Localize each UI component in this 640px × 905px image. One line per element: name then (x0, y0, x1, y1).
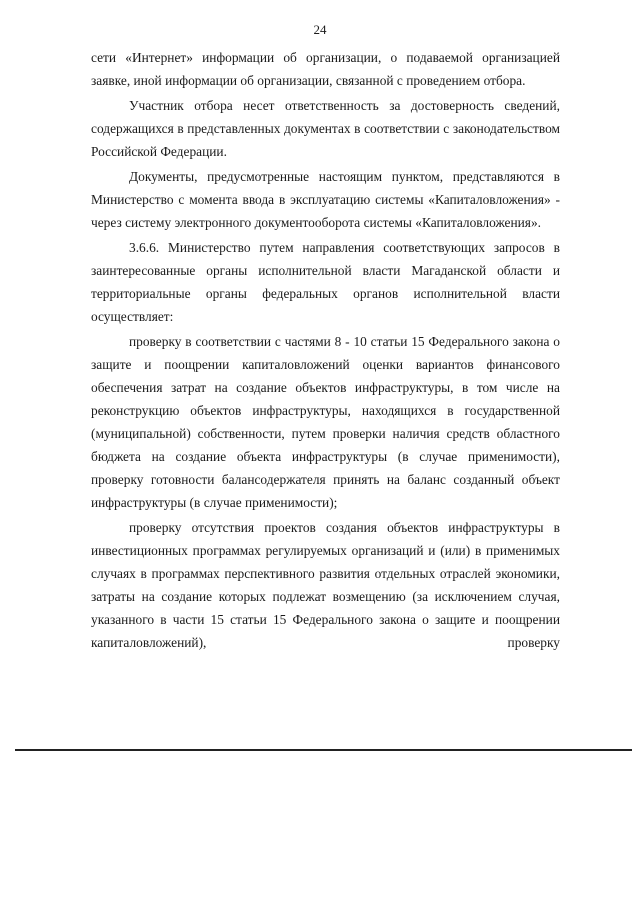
paragraph-responsibility: Участник отбора несет ответственность за достоверность сведений, содержащихся в представленных документах в соответствии с законодательством Российской Федерации. (91, 98, 560, 159)
page-number: 24 (313, 22, 327, 37)
paragraph-documents-system: Документы, предусмотренные настоящим пунктом, представляются в Министерство с момента ввода в эксплуатацию системы «Капиталовложения» - через систему электронного документооборота системы «Капиталовложения». (91, 169, 560, 230)
paragraph-infrastructure-check: проверку в соответствии с частями 8 - 10 статьи 15 Федерального закона о защите и поощрении капиталовложений оценки вариантов финансового обеспечения затрат на создание объектов инфраструктуры, в том числе на реконструкцию объектов инфраструктуры, находящихся в государственной (муниципальной) собственности, путем проверки наличия средств областного бюджета на создание объекта инфраструктуры (в случае применимости), проверку готовности балансодержателя принять на баланс созданный объект инфраструктуры (в случае применимости); (91, 334, 560, 510)
document-body (91, 46, 560, 656)
paragraph-section-3-6-6: 3.6.6. Министерство путем направления соответствующих запросов в заинтересованные органы исполнительной власти Магаданской области и территориальные органы федеральных органов исполнительной власти осуществляет: (91, 240, 560, 324)
page-bottom-rule (15, 749, 632, 751)
paragraph-investment-programs-check: проверку отсутствия проектов создания объектов инфраструктуры в инвестиционных программах регулируемых организаций и (или) в применимых случаях в программах перспективного развития отдельных отраслей экономики, затраты на создание которых подлежат возмещению (за исключением случая, указанного в части 15 статьи 15 Федерального закона о защите и поощрении капиталовложений), проверку (91, 520, 560, 650)
paragraph-internet-info: сети «Интернет» информации об организации, о подаваемой организацией заявке, иной информации об организации, связанной с проведением отбора. (91, 50, 560, 88)
